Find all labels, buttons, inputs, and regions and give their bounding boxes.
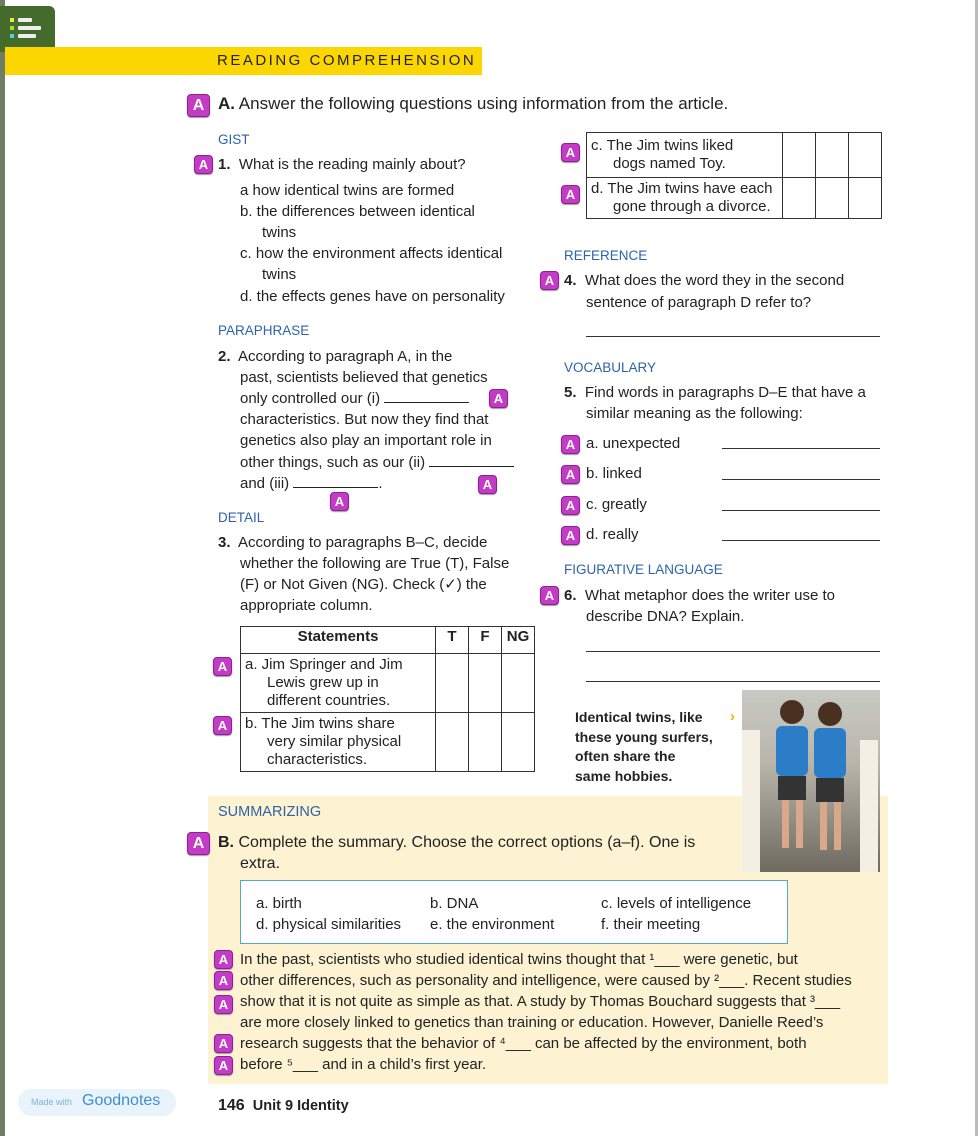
page-edge [0,0,5,1136]
q3-line: (F) or Not Given (NG). Check (✓) the [240,576,487,593]
answer-line[interactable] [586,681,880,682]
annotation-icon[interactable]: A [330,492,349,511]
check-cell[interactable] [469,713,502,772]
q5-line: similar meaning as the following: [586,405,803,422]
annotation-icon[interactable]: A [561,185,580,204]
photo-caption: Identical twins, like these young surfers, often share the same hobbies. [575,709,713,784]
check-cell[interactable] [849,133,882,178]
answer-line[interactable] [722,448,880,449]
question-6: 6. What metaphor does the writer use to [564,587,835,604]
vocab-item: c. greatly [586,496,647,513]
option-item: d. physical similarities [256,916,402,933]
option-c-cont: twins [262,266,297,283]
annotation-icon[interactable]: A [561,435,580,454]
statements-table-continued [586,132,882,219]
annotation-icon[interactable]: A [489,389,508,408]
option-item: b. DNA [430,895,479,912]
annotation-icon[interactable]: A [213,657,232,676]
annotation-icon[interactable]: A [214,971,233,990]
instruction-a: A. Answer the following questions using information from the article. [218,94,729,113]
twins-photo [742,690,880,872]
option-item: a. birth [256,895,302,912]
instruction-b: B. Complete the summary. Choose the correct options (a–f). One is [218,834,696,851]
summarizing-label: SUMMARIZING [218,804,322,820]
vocabulary-label: VOCABULARY [564,360,657,375]
q2-line: genetics also play an important role in [240,432,492,449]
summary-line: other differences, such as personality and intelligence, were caused by ²___. Recent studies [240,972,852,989]
question-1: 1. What is the reading mainly about? [218,156,466,173]
annotation-icon[interactable]: A [540,271,559,290]
q2-line: and (iii) . [240,475,383,492]
option-b-cont: twins [262,224,297,241]
check-cell[interactable] [436,654,469,713]
detail-label: DETAIL [218,510,265,525]
table-row: d. The Jim twins have each gone through a divorce. [587,178,882,219]
col-header: T [436,627,469,654]
annotation-icon[interactable]: A [187,94,210,117]
option-b[interactable]: b. the differences between identical [240,203,475,220]
option-d[interactable]: d. the effects genes have on personality [240,288,505,305]
annotation-icon[interactable]: A [561,496,580,515]
goodnotes-badge[interactable] [18,1089,176,1116]
check-cell[interactable] [502,654,535,713]
q2-line: other things, such as our (ii) [240,452,514,473]
option-item: e. the environment [430,916,555,933]
option-item: f. their meeting [601,916,701,933]
q4-line: sentence of paragraph D refer to? [586,294,812,311]
gist-label: GIST [218,132,250,147]
q6-line: describe DNA? Explain. [586,608,745,625]
vocab-item: a. unexpected [586,435,681,452]
annotation-icon[interactable]: A [187,832,210,855]
answer-line[interactable] [586,336,880,337]
statements-table [240,626,535,772]
annotation-icon[interactable]: A [540,586,559,605]
question-4: 4. What does the word they in the second [564,272,845,289]
check-cell[interactable] [816,178,849,219]
annotation-icon[interactable]: A [561,526,580,545]
check-cell[interactable] [783,133,816,178]
annotation-icon[interactable]: A [478,475,497,494]
option-item: c. levels of intelligence [601,895,752,912]
vocab-item: b. linked [586,465,642,482]
paraphrase-label: PARAPHRASE [218,323,310,338]
annotation-icon[interactable]: A [214,1034,233,1053]
summary-line: research suggests that the behavior of ⁴___ can be affected by the environment, both [240,1035,807,1052]
table-row: c. The Jim twins liked dogs named Toy. [587,133,882,178]
vocab-item: d. really [586,526,639,543]
instruction-b-cont: extra. [240,855,281,872]
option-c[interactable]: c. how the environment affects identical [240,245,503,262]
section-banner [5,47,482,75]
check-cell[interactable] [436,713,469,772]
page-footer: 146 Unit 9 Identity [218,1097,349,1114]
question-2: 2. According to paragraph A, in the [218,348,453,365]
answer-line[interactable] [722,510,880,511]
surfers-illustration [742,690,880,872]
annotation-icon[interactable]: A [214,995,233,1014]
q2-line: characteristics. But now they find that [240,411,489,428]
goodnotes-logo: Goodnotes [82,1092,161,1109]
col-header: F [469,627,502,654]
answer-line[interactable] [586,651,880,652]
col-header: NG [502,627,535,654]
caption-pointer-icon: › [730,708,735,725]
table-row: b. The Jim twins share very similar physical characteristics. [241,713,535,772]
annotation-icon[interactable]: A [194,155,213,174]
question-3: 3. According to paragraphs B–C, decide [218,534,488,551]
annotation-icon[interactable]: A [561,465,580,484]
section-title: READING COMPREHENSION [217,52,477,69]
reference-label: REFERENCE [564,248,648,263]
q2-line: past, scientists believed that genetics [240,369,488,386]
q3-line: whether the following are True (T), False [240,555,510,572]
option-a[interactable]: a how identical twins are formed [240,182,455,199]
outline-menu-button[interactable] [0,6,55,52]
q2-line: only controlled our (i) [240,388,469,409]
check-cell[interactable] [502,713,535,772]
summary-line: show that it is not quite as simple as that. A study by Thomas Bouchard suggests that ³___ [240,993,841,1010]
annotation-icon[interactable]: A [213,716,232,735]
annotation-icon[interactable]: A [561,143,580,162]
check-cell[interactable] [849,178,882,219]
question-5: 5. Find words in paragraphs D–E that have a [564,384,866,401]
summary-line: are more closely linked to genetics than training or education. However, Danielle Reed’s [240,1014,824,1031]
made-with-text: Made with [31,1097,73,1107]
check-cell[interactable] [783,178,816,219]
col-header: Statements [241,627,436,654]
annotation-icon[interactable]: A [214,950,233,969]
answer-line[interactable] [722,540,880,541]
annotation-icon[interactable]: A [214,1056,233,1075]
figurative-label: FIGURATIVE LANGUAGE [564,562,723,577]
answer-line[interactable] [722,479,880,480]
summary-line: In the past, scientists who studied identical twins thought that ¹___ were genetic, but [240,951,798,968]
q3-line: appropriate column. [240,597,373,614]
summary-line: before ⁵___ and in a child’s first year. [240,1056,487,1073]
check-cell[interactable] [816,133,849,178]
table-row: a. Jim Springer and Jim Lewis grew up in different countries. [241,654,535,713]
check-cell[interactable] [469,654,502,713]
